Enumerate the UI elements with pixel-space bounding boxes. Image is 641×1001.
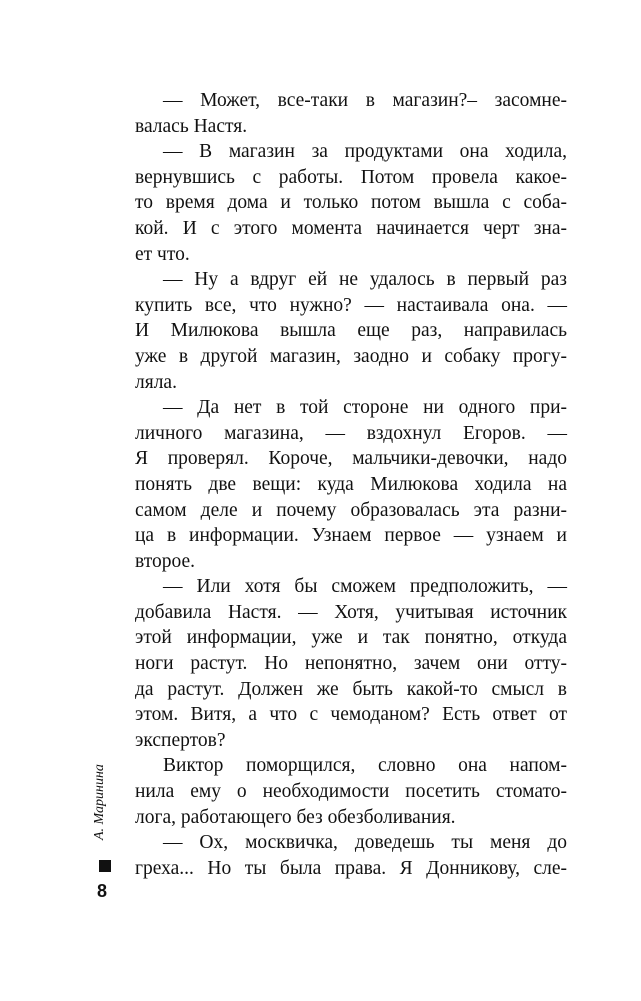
text-line: добавила Настя. — Хотя, учитывая источник <box>135 601 567 623</box>
text-line: уже в другой магазин, заодно и собаку прогу- <box>135 345 567 367</box>
text-line: да растут. Должен же быть какой-то смысл в <box>135 678 567 700</box>
text-line: вернувшись с работы. Потом провела какое- <box>135 166 567 188</box>
text-line: личного магазина, — вздохнул Егоров. — <box>135 422 567 444</box>
text-line: ца в информации. Узнаем первое — узнаем и <box>135 525 567 547</box>
book-text <box>135 88 567 881</box>
text-line: — В магазин за продуктами она ходила, <box>163 141 567 163</box>
text-line: Я проверял. Короче, мальчики-девочки, надо <box>135 448 567 470</box>
text-line: И Милюкова вышла еще раз, направилась <box>135 320 567 342</box>
text-line: греха... Но ты была права. Я Донникову, сле- <box>135 857 567 879</box>
square-marker-icon <box>99 860 111 872</box>
text-line: ляла. <box>135 371 177 393</box>
text-line: лога, работающего без обезболивания. <box>135 806 456 828</box>
running-header-author: А. Маринина <box>92 764 107 840</box>
text-line: этой информации, уже и так понятно, откуда <box>135 627 567 649</box>
text-line: — Да нет в той стороне ни одного при- <box>163 397 567 419</box>
text-line: второе. <box>135 550 196 572</box>
text-line: — Ох, москвичка, доведешь ты меня до <box>163 832 567 854</box>
text-line: валась Настя. <box>135 115 248 137</box>
page-number: 8 <box>97 881 108 901</box>
text-line: этом. Витя, а что с чемоданом? Есть ответ от <box>135 704 567 726</box>
text-line: нила ему о необходимости посетить стомато- <box>135 781 567 803</box>
text-line: кой. И с этого момента начинается черт зна- <box>135 217 567 239</box>
text-line: — Или хотя бы сможем предположить, — <box>163 576 567 598</box>
text-line: экспертов? <box>135 729 226 751</box>
text-line: — Ну а вдруг ей не удалось в первый раз <box>163 269 567 291</box>
text-line: купить все, что нужно? — настаивала она. — <box>135 294 567 316</box>
text-line: Виктор поморщился, словно она напом- <box>163 755 567 777</box>
text-line: ет что. <box>135 243 190 265</box>
text-line: — Может, все-таки в магазин?– засомне- <box>163 90 567 111</box>
text-line: понять две вещи: куда Милюкова ходила на <box>135 473 567 495</box>
text-line: самом деле и почему образовалась эта разни- <box>135 499 567 521</box>
text-line: ноги растут. Но непонятно, зачем они отту- <box>135 653 567 675</box>
text-line: то время дома и только потом вышла с соба- <box>135 192 567 214</box>
